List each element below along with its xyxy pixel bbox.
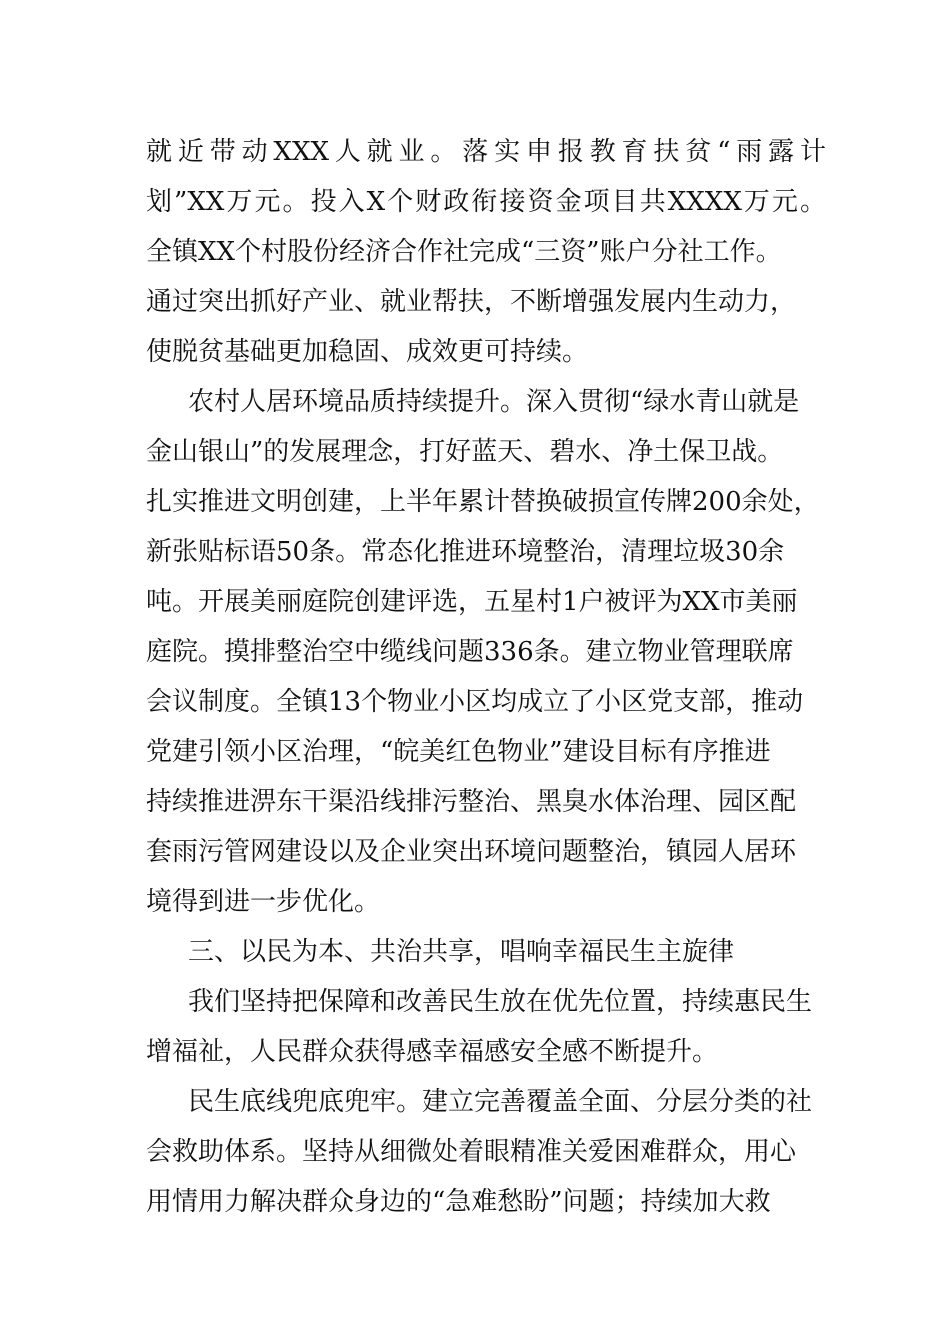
text-line: 增福祉，人民群众获得感幸福感安全感不断提升。 <box>146 1037 719 1067</box>
text-line: 金山银山”的发展理念，打好蓝天、碧水、净土保卫战。 <box>146 437 784 467</box>
text-line: 就近带动XXX人就业。落实申报教育扶贫“雨露计 <box>146 137 826 167</box>
text-line: 党建引领小区治理，“皖美红色物业”建设目标有序推进 <box>146 737 771 767</box>
text-line: 吨。开展美丽庭院创建评选，五星村1户被评为XX市美丽 <box>146 587 798 617</box>
text-line: 使脱贫基础更加稳固、成效更可持续。 <box>146 337 589 367</box>
paragraph-start-line: 农村人居环境品质持续提升。深入贯彻“绿水青山就是 <box>188 387 800 417</box>
text-line: 新张贴标语50条。常态化推进环境整治，清理垃圾30余 <box>146 537 785 567</box>
text-line: 会议制度。全镇13个物业小区均成立了小区党支部，推动 <box>146 687 804 717</box>
section-heading: 三、以民为本、共治共享，唱响幸福民生主旋律 <box>188 937 735 967</box>
text-line: 划”XX万元。投入X个财政衔接资金项目共XXXX万元。 <box>146 187 826 217</box>
text-line: 扎实推进文明创建，上半年累计替换破损宣传牌200余处， <box>146 487 820 517</box>
paragraph-start-line: 我们坚持把保障和改善民生放在优先位置，持续惠民生 <box>188 987 813 1017</box>
text-line: 持续推进淠东干渠沿线排污整治、黑臭水体治理、园区配 <box>146 787 797 817</box>
document-body <box>146 127 826 1227</box>
text-line: 用情用力解决群众身边的“急难愁盼”问题；持续加大救 <box>146 1187 771 1217</box>
text-line: 庭院。摸排整治空中缆线问题336条。建立物业管理联席 <box>146 637 794 667</box>
text-line: 会救助体系。坚持从细微处着眼精准关爱困难群众，用心 <box>146 1137 797 1167</box>
paragraph-start-line: 民生底线兜底兜牢。建立完善覆盖全面、分层分类的社 <box>188 1087 813 1117</box>
text-line: 通过突出抓好产业、就业帮扶，不断增强发展内生动力， <box>146 287 797 317</box>
text-line: 全镇XX个村股份经济合作社完成“三资”账户分社工作。 <box>146 237 782 267</box>
text-line: 套雨污管网建设以及企业突出环境问题整治，镇园人居环 <box>146 837 797 867</box>
text-line: 境得到进一步优化。 <box>146 887 381 917</box>
